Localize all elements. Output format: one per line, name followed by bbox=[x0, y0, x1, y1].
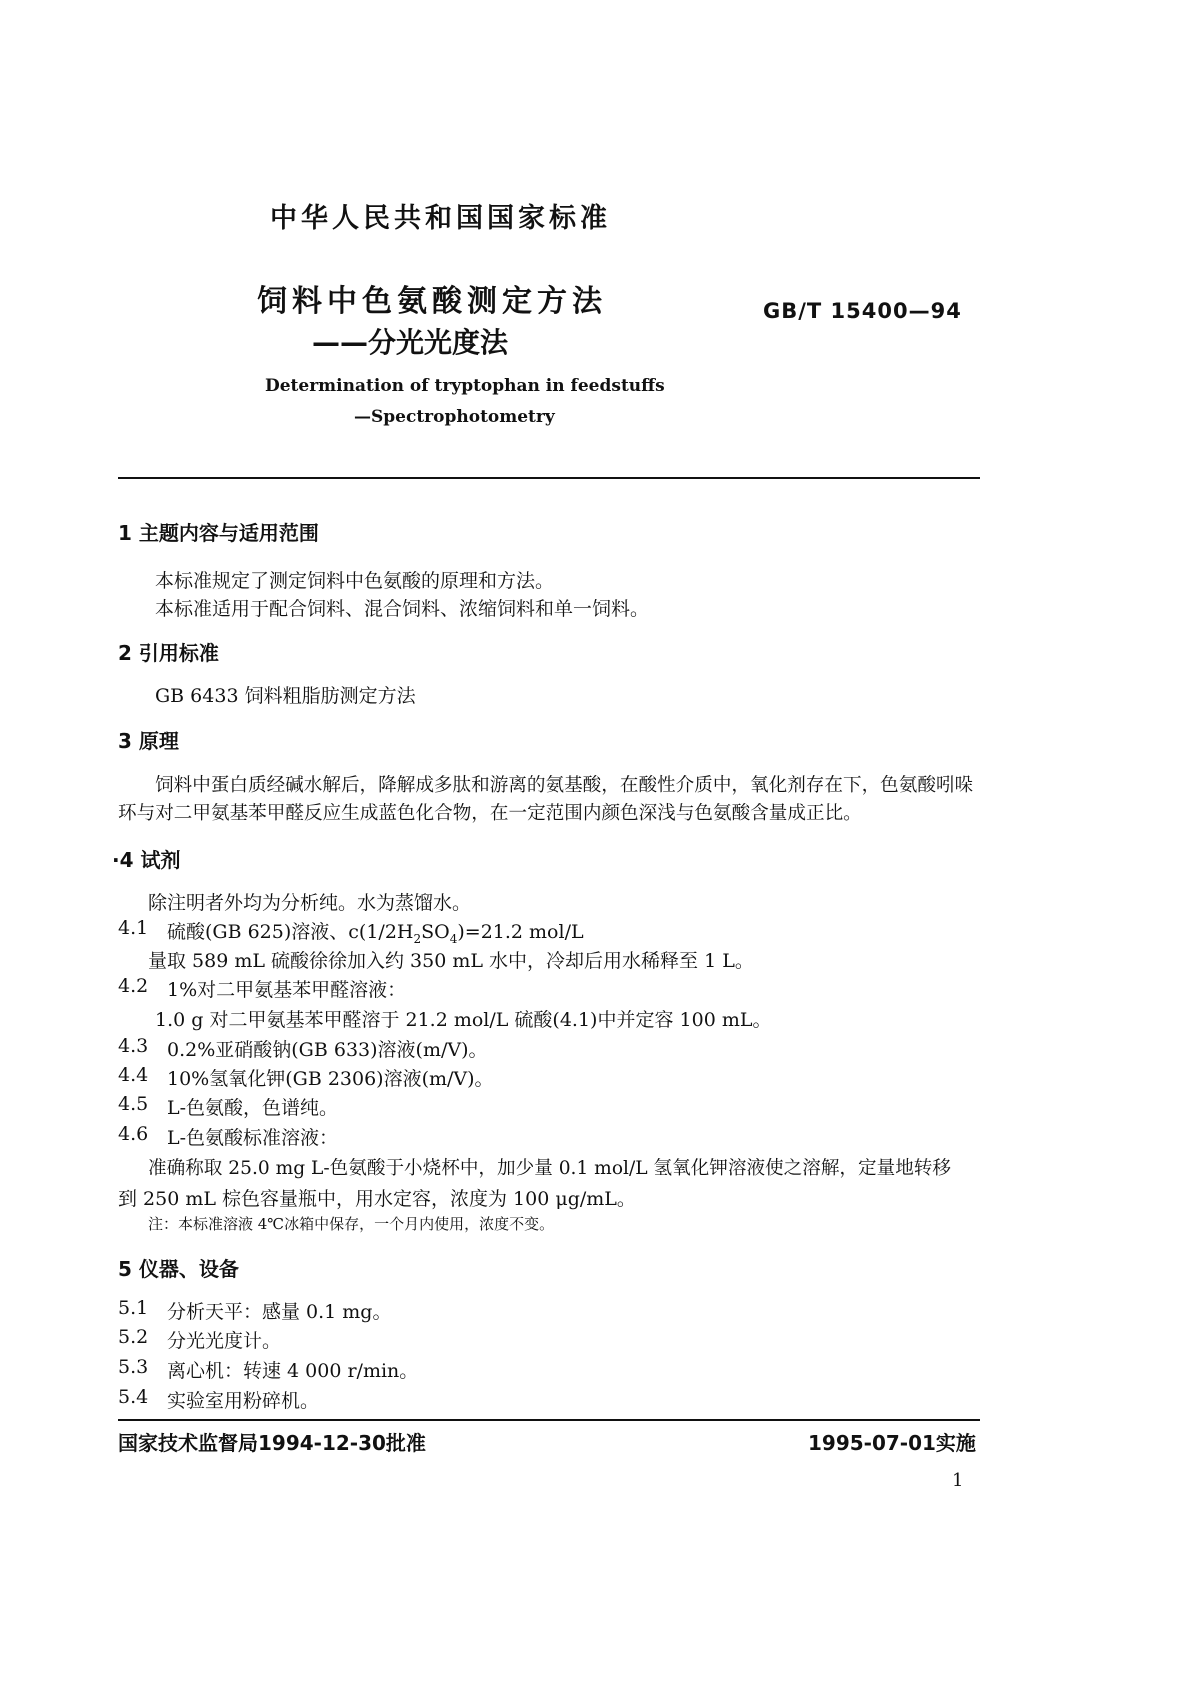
item-4-6-number: 4.6 bbox=[118, 1123, 149, 1145]
item-4-5-number: 4.5 bbox=[118, 1093, 149, 1115]
section-3-paragraph-line-1: 饲料中蛋白质经碱水解后，降解成多肽和游离的氨基酸，在酸性介质中，氧化剂存在下，色氨酸吲哚 bbox=[155, 775, 974, 796]
item-4-6-text: L-色氨酸标准溶液： bbox=[167, 1127, 339, 1149]
item-4-6-detail-line-1: 准确称取 25.0 mg L-色氨酸于小烧杯中，加少量 0.1 mol/L 氢氧化钾溶液使之溶解，定量地转移 bbox=[148, 1158, 951, 1179]
item-5-4-number: 5.4 bbox=[118, 1386, 149, 1408]
section-4-heading: ·4 试剂 bbox=[112, 848, 181, 872]
item-4-4-text: 10%氢氧化钾(GB 2306)溶液(m/V)。 bbox=[167, 1068, 494, 1090]
document-subtitle: ——分光光度法 bbox=[312, 326, 509, 359]
item-4-3-number: 4.3 bbox=[118, 1035, 149, 1057]
approval-date: 国家技术监督局1994-12-30批准 bbox=[118, 1431, 426, 1455]
item-4-2-text: 1%对二甲氨基苯甲醛溶液： bbox=[167, 979, 407, 1001]
section-1-paragraph-1: 本标准规定了测定饲料中色氨酸的原理和方法。 bbox=[155, 570, 555, 592]
footer-divider bbox=[118, 1419, 980, 1421]
item-4-6-note: 注：本标准溶液 4℃冰箱中保存，一个月内使用，浓度不变。 bbox=[148, 1215, 555, 1233]
standard-code: GB/T 15400—94 bbox=[763, 299, 962, 323]
item-5-4-text: 实验室用粉碎机。 bbox=[167, 1390, 320, 1412]
item-4-4-number: 4.4 bbox=[118, 1064, 149, 1086]
section-2-reference: GB 6433 饲料粗脂肪测定方法 bbox=[155, 685, 416, 707]
national-standard-label: 中华人民共和国国家标准 bbox=[270, 203, 611, 234]
item-4-2-detail: 1.0 g 对二甲氨基苯甲醛溶于 21.2 mol/L 硫酸(4.1)中并定容 100 mL。 bbox=[155, 1009, 772, 1031]
page-number: 1 bbox=[952, 1470, 964, 1491]
item-5-3-text: 离心机：转速 4 000 r/min。 bbox=[167, 1360, 419, 1382]
item-5-2-number: 5.2 bbox=[118, 1326, 149, 1348]
english-title: Determination of tryptophan in feedstuffs bbox=[265, 376, 665, 396]
section-4-intro: 除注明者外均为分析纯。水为蒸馏水。 bbox=[148, 892, 472, 914]
item-5-1-text: 分析天平：感量 0.1 mg。 bbox=[167, 1301, 392, 1323]
section-3-paragraph-line-2: 环与对二甲氨基苯甲醛反应生成蓝色化合物，在一定范围内颜色深浅与色氨酸含量成正比。 bbox=[118, 803, 862, 824]
item-4-1-detail: 量取 589 mL 硫酸徐徐加入约 350 mL 水中，冷却后用水稀释至 1 L。 bbox=[148, 950, 754, 972]
section-5-heading: 5 仪器、设备 bbox=[118, 1257, 239, 1281]
item-4-6-detail-line-2: 到 250 mL 棕色容量瓶中，用水定容，浓度为 100 μg/mL。 bbox=[118, 1188, 636, 1210]
english-subtitle: —Spectrophotometry bbox=[354, 407, 555, 427]
item-4-5-text: L-色氨酸，色谱纯。 bbox=[167, 1097, 339, 1119]
item-4-1-number: 4.1 bbox=[118, 917, 149, 939]
item-4-3-text: 0.2%亚硝酸钠(GB 633)溶液(m/V)。 bbox=[167, 1039, 488, 1061]
section-1-paragraph-2: 本标准适用于配合饲料、混合饲料、浓缩饲料和单一饲料。 bbox=[155, 598, 650, 620]
section-1-heading: 1 主题内容与适用范围 bbox=[118, 521, 319, 545]
item-5-3-number: 5.3 bbox=[118, 1356, 149, 1378]
section-2-heading: 2 引用标准 bbox=[118, 641, 219, 665]
document-title: 饲料中色氨酸测定方法 bbox=[257, 284, 607, 319]
item-5-1-number: 5.1 bbox=[118, 1297, 149, 1319]
section-3-heading: 3 原理 bbox=[118, 729, 179, 753]
item-4-1-text: 硫酸(GB 625)溶液、$c(1/2H_2SO_4)=21.2$ mol/L bbox=[167, 921, 584, 946]
item-4-2-number: 4.2 bbox=[118, 975, 149, 997]
header-divider bbox=[118, 477, 980, 479]
item-5-2-text: 分光光度计。 bbox=[167, 1330, 282, 1352]
implementation-date: 1995-07-01实施 bbox=[808, 1431, 976, 1455]
